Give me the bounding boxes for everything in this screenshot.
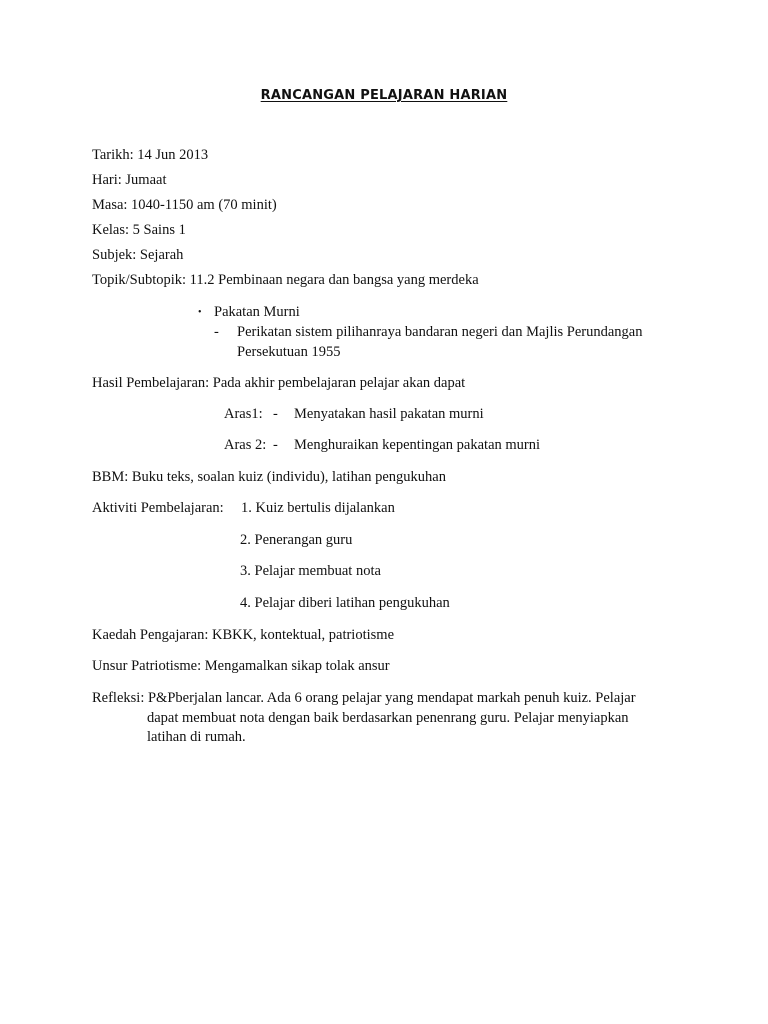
bullet-text: Pakatan Murni (214, 304, 300, 320)
refleksi-line-3: latihan di rumah. (147, 729, 246, 745)
aras-2-text: Menghuraikan kepentingan pakatan murni (294, 437, 541, 453)
refleksi-line-1: Refleksi: P&Pberjalan lancar. Ada 6 orang pelajar yang mendapat markah penuh kuiz. Pelajar (92, 690, 636, 706)
hari-line: Hari: Jumaat (92, 172, 167, 188)
bullet-icon: • (198, 307, 202, 318)
aktiviti-item-3: 3. Pelajar membuat nota (240, 563, 381, 579)
aras-1-text: Menyatakan hasil pakatan murni (294, 406, 484, 422)
sub-item-text: Perikatan sistem pilihanraya bandaran negeri dan Majlis Perundangan Persekutuan 1955 (237, 324, 643, 360)
aktiviti-heading: Aktiviti Pembelajaran: (92, 500, 224, 516)
sub-item-dash: - (214, 324, 219, 340)
aktiviti-item-2: 2. Penerangan guru (240, 532, 353, 548)
subjek-line: Subjek: Sejarah (92, 247, 184, 263)
aktiviti-item-4: 4. Pelajar diberi latihan pengukuhan (240, 595, 450, 611)
hasil-heading: Hasil Pembelajaran: Pada akhir pembelajaran pelajar akan dapat (92, 375, 466, 391)
aktiviti-item-1: 1. Kuiz bertulis dijalankan (241, 500, 395, 516)
aras-1-label: Aras1: (224, 406, 263, 422)
page-title-text: RANCANGAN PELAJARAN HARIAN (260, 88, 508, 103)
kaedah-line: Kaedah Pengajaran: KBKK, kontektual, patriotisme (92, 627, 395, 643)
topik-line: Topik/Subtopik: 11.2 Pembinaan negara dan bangsa yang merdeka (92, 272, 479, 288)
tarikh-line: Tarikh: 14 Jun 2013 (92, 147, 209, 163)
aras-2-label: Aras 2: (224, 437, 267, 453)
bbm-line: BBM: Buku teks, soalan kuiz (individu), latihan pengukuhan (92, 469, 446, 485)
refleksi-line-2: dapat membuat nota dengan baik berdasarkan penenrang guru. Pelajar menyiapkan (147, 710, 629, 726)
masa-line: Masa: 1040-1150 am (70 minit) (92, 197, 277, 213)
unsur-line: Unsur Patriotisme: Mengamalkan sikap tolak ansur (92, 658, 390, 674)
aras-2-dash: - (273, 437, 278, 453)
kelas-line: Kelas: 5 Sains 1 (92, 222, 186, 238)
page-title (0, 88, 768, 103)
aras-1-dash: - (273, 406, 278, 422)
